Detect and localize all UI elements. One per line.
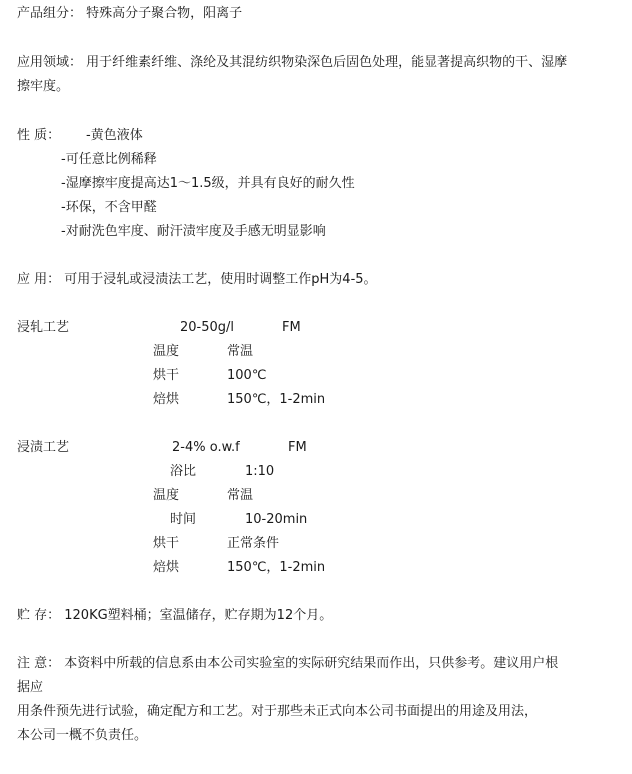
exhaust-row-label: 温度 <box>153 488 180 503</box>
padding-row-value: 100℃ <box>227 368 267 383</box>
exhaust-row-value: 正常条件 <box>227 536 280 551</box>
padding-process-title: 浸轧工艺 <box>17 320 70 335</box>
padding-row-label: 烘干 <box>153 368 180 383</box>
property-item: -对耐洗色牢度、耐汗渍牢度及手感无明显影响 <box>61 224 326 239</box>
exhaust-process-title: 浸渍工艺 <box>17 440 70 455</box>
exhaust-row-label: 焙烘 <box>153 560 180 575</box>
exhaust-process-product: FM <box>288 440 307 455</box>
exhaust-row-label: 烘干 <box>153 536 180 551</box>
padding-row-label: 温度 <box>153 344 180 359</box>
application-field-line-2: 擦牢度。 <box>17 79 70 94</box>
padding-row-value: 150℃，1-2min <box>227 392 326 407</box>
exhaust-row-value: 150℃，1-2min <box>227 560 326 575</box>
notice-line-2: 据应 <box>17 680 44 695</box>
notice-line-3: 用条件预先进行试验，确定配方和工艺。对于那些未正式向本公司书面提出的用途及用法， <box>17 704 538 719</box>
exhaust-row-value: 10-20min <box>245 512 308 527</box>
exhaust-process-dosage: 2-4% o.w.f <box>172 440 240 455</box>
property-item: -湿摩擦牢度提高达1～1.5级，并具有良好的耐久性 <box>61 176 355 191</box>
application-field-line-1: 应用领域： 用于纤维素纤维、涤纶及其混纺织物染深色后固色处理，能显著提高织物的干、湿摩 <box>17 55 568 70</box>
property-item: -黄色液体 <box>86 128 143 143</box>
exhaust-row-label: 时间 <box>170 512 197 527</box>
padding-process-product: FM <box>282 320 301 335</box>
properties-label: 性 质： <box>17 128 61 143</box>
notice-line-1: 注 意： 本资料中所载的信息系由本公司实验室的实际研究结果而作出，只供参考。建议用户根 <box>17 656 559 671</box>
composition-line: 产品组分： 特殊高分子聚合物，阳离子 <box>17 6 243 21</box>
exhaust-row-label: 浴比 <box>170 464 197 479</box>
padding-row-value: 常温 <box>227 344 254 359</box>
exhaust-row-value: 1:10 <box>245 464 275 479</box>
exhaust-row-value: 常温 <box>227 488 254 503</box>
padding-row-label: 焙烘 <box>153 392 180 407</box>
storage-line: 贮 存： 120KG塑料桶；室温储存，贮存期为12个月。 <box>17 608 333 623</box>
padding-process-dosage: 20-50g/l <box>180 320 235 335</box>
notice-line-4: 本公司一概不负责任。 <box>17 728 148 743</box>
property-item: -可任意比例稀释 <box>61 152 157 167</box>
property-item: -环保，不含甲醛 <box>61 200 157 215</box>
usage-line: 应 用： 可用于浸轧或浸渍法工艺，使用时调整工作pH为4-5。 <box>17 272 377 287</box>
